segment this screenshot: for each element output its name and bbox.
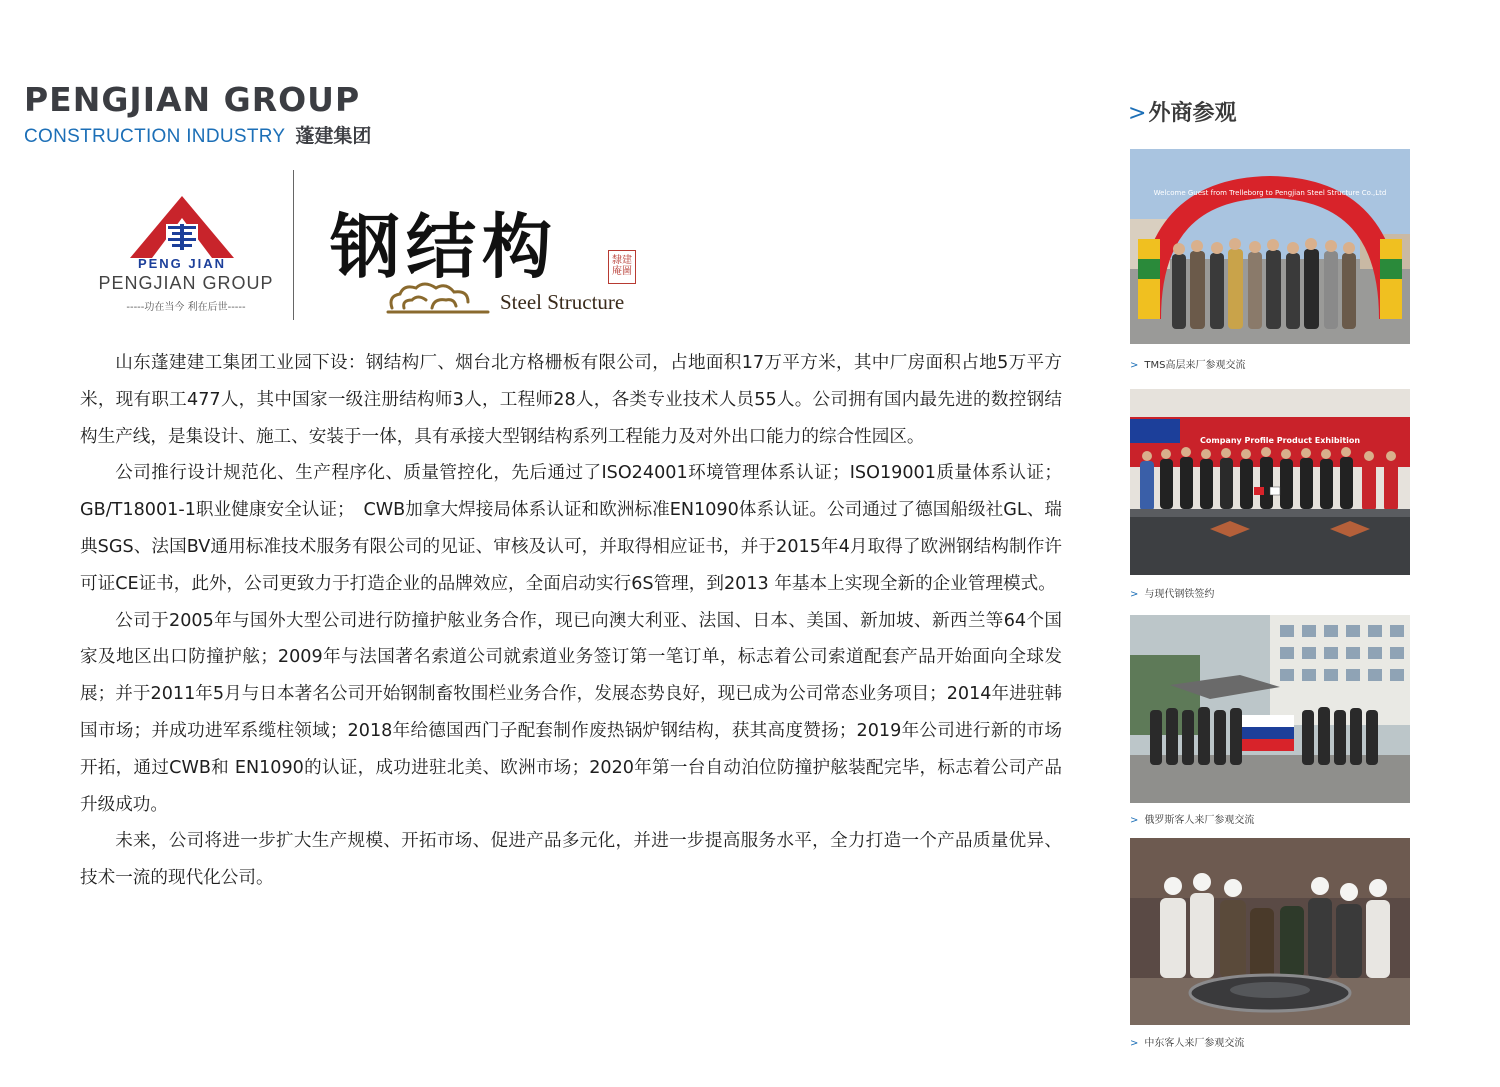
intro-paragraph-4: 未来，公司将进一步扩大生产规模、开拓市场、促进产品多元化，并进一步提高服务水平，全力打造一个产品质量优异、技术一流的现代化公司。 xyxy=(80,831,1062,889)
photo-tms-visit xyxy=(1130,149,1410,344)
photo-caption-4 xyxy=(1130,1034,1244,1049)
photo-caption-text: 中东客人来厂参观交流 xyxy=(1144,1038,1245,1049)
photo-caption-1 xyxy=(1130,356,1245,371)
chevron-right-icon: > xyxy=(1130,815,1139,826)
intro-paragraph-3: 公司于2005年与国外大型公司进行防撞护舷业务合作，现已向澳大利亚、法国、日本、美国、新加坡、新西兰等64个国家及地区出口防撞护舷；2009年与法国著名索道公司就索道业务签订第一笔订单，标志着公司索道配套产品开始面向全球发展；并于2011年5月与日本著名公司开始钢制畜牧围栏业务合作，发展态势良好，现已成为公司常态业务项目；2014年进驻韩国市场；并成功进军系缆柱领域；2018年给德国西门子配套制作废热锅炉钢结构，获其高度赞扬；2019年公司进行新的市场开拓，通过CWB和 EN1090的认证，成功进驻北美、欧洲市场；2020年第一台自动泊位防撞护舷装配完毕，标志着公司产品升级成功。 xyxy=(80,610,1062,815)
company-introduction xyxy=(80,345,1062,897)
sidebar-title-text: 外商参观 xyxy=(1148,101,1237,126)
chevron-right-icon: > xyxy=(1128,101,1147,126)
logo-divider xyxy=(293,170,294,320)
photo-caption-2 xyxy=(1130,585,1214,600)
chevron-right-icon: > xyxy=(1130,589,1139,600)
cloud-ornament-icon xyxy=(384,278,494,318)
brand-subtitle-en: CONSTRUCTION INDUSTRY xyxy=(24,126,286,147)
arch-banner-text: Welcome Guest from Trelleborg to Pengjian Steel Structure Co.,Ltd xyxy=(1153,189,1387,197)
steel-structure-calligraphy: 钢结构 xyxy=(330,205,558,288)
logo-mark-text: PENG JIAN xyxy=(137,256,227,271)
chevron-right-icon: > xyxy=(1130,1038,1139,1049)
steel-structure-en-title: Steel Structure xyxy=(500,290,625,314)
photo-caption-text: TMS高层来厂参观交流 xyxy=(1144,360,1246,371)
seal-stamp: 隸建 庵圖 xyxy=(608,250,636,284)
photo-hyundai-signing xyxy=(1130,389,1410,575)
photo-caption-text: 俄罗斯客人来厂参观交流 xyxy=(1144,815,1255,826)
brand-subtitle xyxy=(24,121,371,148)
photo-caption-text: 与现代钢铁签约 xyxy=(1144,589,1215,600)
company-logo-icon xyxy=(128,194,236,260)
brand-subtitle-cn: 蓬建集团 xyxy=(295,125,372,147)
brand-title: PENGJIAN GROUP xyxy=(24,80,361,119)
photo-russian-visit xyxy=(1130,615,1410,803)
banner-text: Company Profile Product Exhibition xyxy=(1200,436,1361,445)
intro-paragraph-2: 公司推行设计规范化、生产程序化、质量管控化，先后通过了ISO24001环境管理体系认证；ISO19001质量体系认证；GB/T18001-1职业健康安全认证； CWB加拿大焊接局体系认证和欧洲标准EN1090体系认证。公司通过了德国船级社GL、瑞典SGS、法国BV通用标准技术服务有限公司的见证、审核及认可，并取得相应证书，并于2015年4月取得了欧洲钢结构制作许可证CE证书，此外，公司更致力于打造企业的品牌效应，全面启动实行6S管理，到2013 年基本上实现全新的企业管理模式。 xyxy=(80,463,1062,594)
photo-caption-3 xyxy=(1130,811,1254,826)
intro-paragraph-1: 山东蓬建建工集团工业园下设：钢结构厂、烟台北方格栅板有限公司，占地面积17万平方米，其中厂房面积占地5万平方米，现有职工477人，其中国家一级注册结构师3人，工程师28人，各类专业技术人员55人。公司拥有国内最先进的数控钢结构生产线，是集设计、施工、安装于一体，具有承接大型钢结构系列工程能力及对外出口能力的综合性园区。 xyxy=(80,353,1062,447)
photo-middle-east-visit xyxy=(1130,838,1410,1025)
sidebar-title xyxy=(1128,96,1236,127)
logo-group-text: PENGJIAN GROUP xyxy=(98,273,274,293)
logo-slogan: -----功在当今 利在后世----- xyxy=(126,302,246,313)
chevron-right-icon: > xyxy=(1130,360,1139,371)
